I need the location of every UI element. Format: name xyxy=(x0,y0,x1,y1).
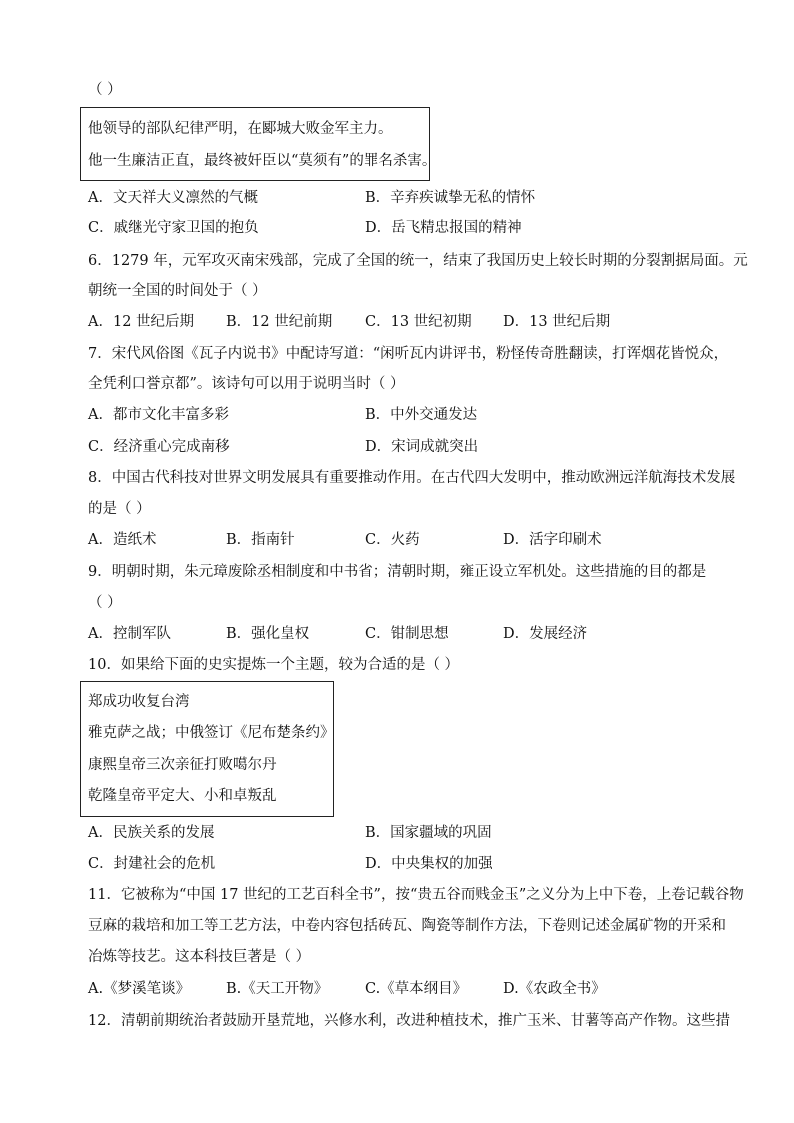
q10-option-c: C．封建社会的危机 xyxy=(88,856,216,872)
q6-option-a: A．12 世纪后期 xyxy=(88,314,195,330)
q9-stem-line-1: 9．明朝时期，朱元璋废除丞相制度和中书省；清朝时期，雍正设立军机处。这些措施的目的都是 xyxy=(88,564,707,580)
q7-option-b: B．中外交通发达 xyxy=(365,407,478,423)
q10-option-a: A．民族关系的发展 xyxy=(88,825,215,841)
q6-option-b: B．12 世纪前期 xyxy=(226,314,333,330)
q9-option-c: C．钳制思想 xyxy=(365,626,449,642)
q5-box-line-2: 他一生廉洁正直，最终被奸臣以“莫须有”的罪名杀害。 xyxy=(88,153,437,169)
q10-box-line-2: 雅克萨之战；中俄签订《尼布楚条约》 xyxy=(88,725,335,741)
q9-option-d: D．发展经济 xyxy=(503,626,588,642)
q6-stem-line-1: 6．1279 年，元军攻灭南宋残部，完成了全国的统一，结束了我国历史上较长时期的分裂割据局面。元 xyxy=(88,253,748,269)
q5-box-line-1: 他领导的部队纪律严明，在郾城大败金军主力。 xyxy=(88,121,393,137)
q11-option-b: B.《天工开物》 xyxy=(226,981,329,997)
q11-option-d: D.《农政全书》 xyxy=(503,981,606,997)
q8-option-a: A．造纸术 xyxy=(88,532,157,548)
q6-option-d: D．13 世纪后期 xyxy=(503,314,611,330)
q10-box-line-3: 康熙皇帝三次亲征打败噶尔丹 xyxy=(88,757,277,773)
q7-stem-line-2: 全凭利口誉京都”。该诗句可以用于说明当时（ ） xyxy=(88,376,405,392)
q10-option-b: B．国家疆域的巩固 xyxy=(365,825,492,841)
q10-option-d: D．中央集权的加强 xyxy=(365,856,493,872)
q7-option-d: D．宋词成就突出 xyxy=(365,439,479,455)
q9-stem-line-2: （ ） xyxy=(88,595,122,611)
q12-stem-line-1: 12．清朝前期统治者鼓励开垦荒地，兴修水利，改进种植技术，推广玉米、甘薯等高产作物。这些措 xyxy=(88,1013,730,1029)
q6-stem-line-2: 朝统一全国的时间处于（ ） xyxy=(88,283,267,299)
q10-stem-line-1: 10．如果给下面的史实提炼一个主题，较为合适的是（ ） xyxy=(88,657,460,673)
q10-box-line-4: 乾隆皇帝平定大、小和卓叛乱 xyxy=(88,788,277,804)
q8-option-d: D．活字印刷术 xyxy=(503,532,602,548)
q11-option-c: C.《草本纲目》 xyxy=(365,981,468,997)
q5-option-b: B．辛弃疾诚挚无私的情怀 xyxy=(365,190,536,206)
q5-option-a: A．文天祥大义凛然的气概 xyxy=(88,190,258,206)
q9-option-b: B．强化皇权 xyxy=(226,626,310,642)
q11-option-a: A.《梦溪笔谈》 xyxy=(88,981,191,997)
q9-option-a: A．控制军队 xyxy=(88,626,171,642)
q8-option-b: B．指南针 xyxy=(226,532,295,548)
q8-option-c: C．火药 xyxy=(365,532,420,548)
q11-stem-line-3: 冶炼等技艺。这本科技巨著是（ ） xyxy=(88,949,311,965)
q11-stem-line-2: 豆麻的栽培和加工等工艺方法，中卷内容包括砖瓦、陶瓷等制作方法，下卷则记述金属矿物的开采和 xyxy=(88,918,726,934)
q8-stem-line-1: 8．中国古代科技对世界文明发展具有重要推动作用。在古代四大发明中，推动欧洲远洋航海技术发展 xyxy=(88,470,736,486)
q5-stem-tail: （ ） xyxy=(88,82,122,98)
q7-option-a: A．都市文化丰富多彩 xyxy=(88,407,229,423)
q7-stem-line-1: 7．宋代风俗图《瓦子内说书》中配诗写道：“闲听瓦内讲评书，粉怪传奇胜翻读，打诨烟花皆悦众， xyxy=(88,346,729,362)
q7-option-c: C．经济重心完成南移 xyxy=(88,439,230,455)
q5-option-c: C．戚继光守家卫国的抱负 xyxy=(88,220,259,236)
q5-option-d: D．岳飞精忠报国的精神 xyxy=(365,220,522,236)
q11-stem-line-1: 11．它被称为“中国 17 世纪的工艺百科全书”，按“贵五谷而贱金玉”之义分为上中下卷，上卷记载谷物 xyxy=(88,887,744,903)
q8-stem-line-2: 的是（ ） xyxy=(88,501,151,517)
q6-option-c: C．13 世纪初期 xyxy=(365,314,472,330)
q10-box-line-1: 郑成功收复台湾 xyxy=(88,694,190,710)
